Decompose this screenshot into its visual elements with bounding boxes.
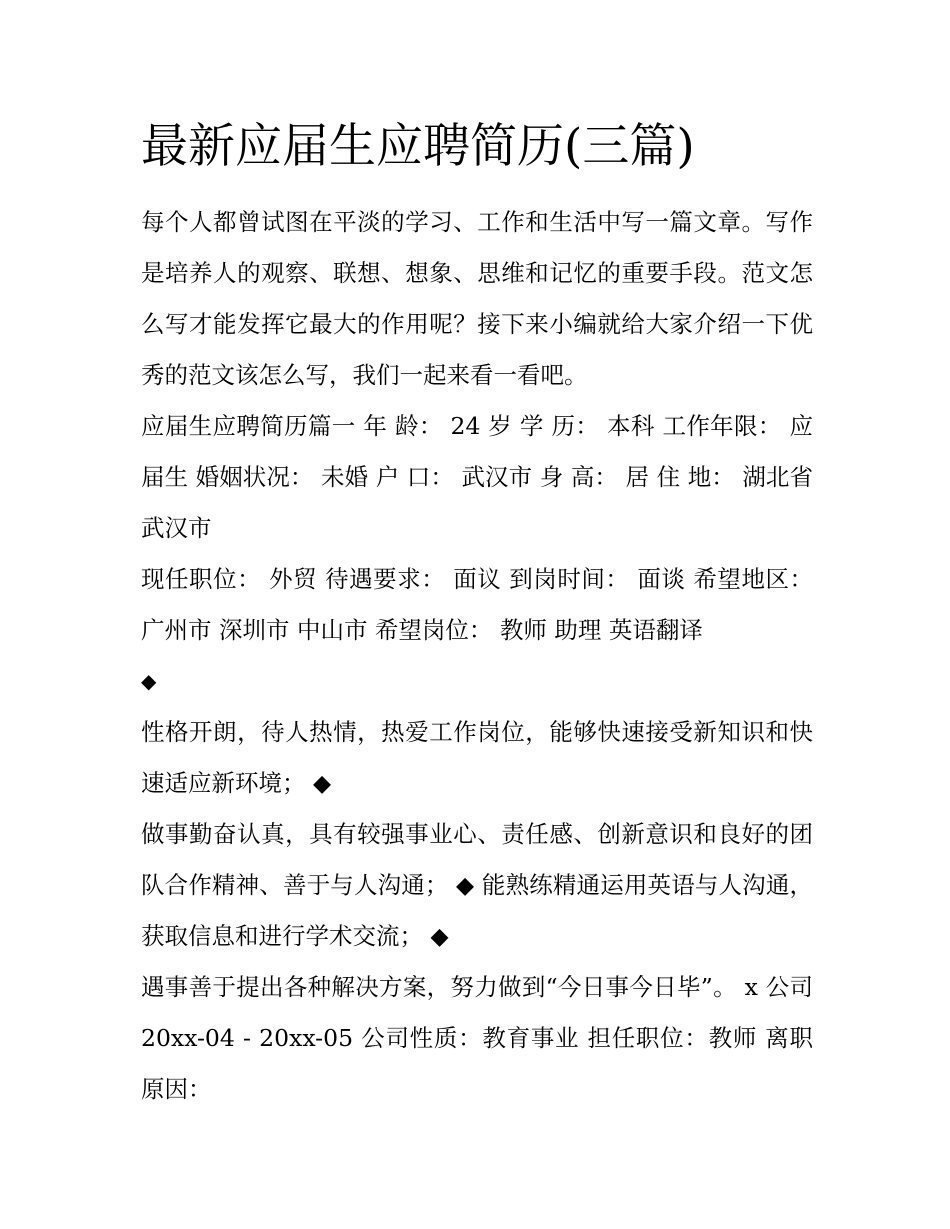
personal-info-paragraph: 应届生应聘简历篇一 年 龄： 24 岁 学 历： 本科 工作年限： 应届生 婚姻状况： 未婚 户 口： 武汉市 身 高： 居 住 地： 湖北省武汉市: [141, 412, 813, 542]
intro-paragraph: 每个人都曾试图在平淡的学习、工作和生活中写一篇文章。写作是培养人的观察、联想、想象、思维和记忆的重要手段。范文怎么写才能发挥它最大的作用呢？接下来小编就给大家介绍一下优秀的范文该怎么写，我们一起来看一看吧。: [141, 208, 813, 389]
document-title: 最新应届生应聘简历(三篇): [141, 119, 695, 174]
work-experience-paragraph: 遇事善于提出各种解决方案，努力做到“今日事今日毕”。 x 公司 20xx-04 - 20xx-05 公司性质：教育事业 担任职位：教师 离职原因：: [141, 973, 813, 1103]
bullet-diamond: ◆: [141, 669, 157, 693]
self-evaluation-paragraph-2: 做事勤奋认真，具有较强事业心、责任感、创新意识和良好的团队合作精神、善于与人沟通； ◆ 能熟练精通运用英语与人沟通，获取信息和进行学术交流； ◆: [141, 820, 813, 950]
job-intent-paragraph: 现任职位： 外贸 待遇要求： 面议 到岗时间： 面谈 希望地区： 广州市 深圳市 中山市 希望岗位： 教师 助理 英语翻译: [141, 565, 813, 644]
document-page: [141, 112, 813, 1115]
self-evaluation-paragraph-1: 性格开朗，待人热情，热爱工作岗位，能够快速接受新知识和快速适应新环境； ◆: [141, 718, 813, 797]
